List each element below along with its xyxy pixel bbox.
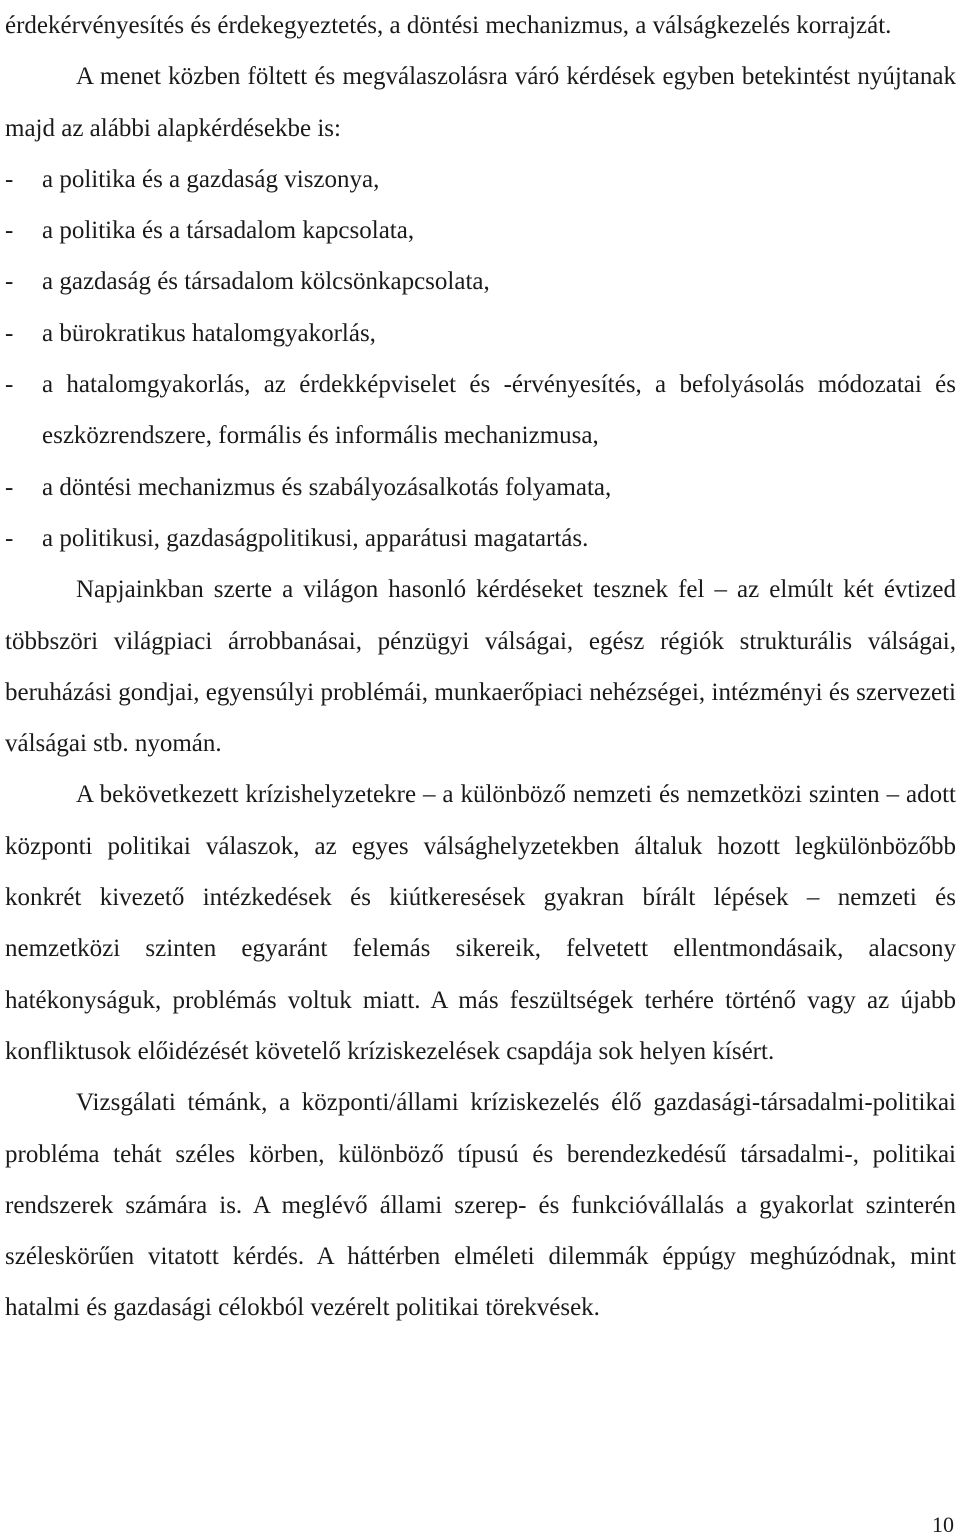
list-item	[5, 154, 956, 205]
paragraph-crisis-responses: A bekövetkezett krízishelyzetekre – a különböző nemzeti és nemzetközi szinten – adott központi politikai válaszok, az egyes válsághelyzetekben általuk hozott legkülönbözőbb konkrét kivezető intézkedések és kiútkeresések gyakran bírált lépések – nemzeti és nemzetközi szinten egyaránt felemás sikereik, felvetett ellentmondásaik, alacsony hatékonyságuk, problémás voltuk miatt. A más feszültségek terhére történő vagy az újabb konfliktusok előidézését követelő kríziskezelések csapdája sok helyen kísért.	[5, 781, 956, 1065]
list-dash: -	[5, 268, 14, 296]
list-item-text: a hatalomgyakorlás, az érdekképviselet és -érvényesítés, a befolyásolás módozatai és eszközrendszere, formális és informális mechanizmusa,	[42, 371, 956, 450]
basic-questions-list	[5, 154, 956, 564]
list-dash: -	[5, 524, 14, 552]
list-item-text: a politika és a gazdaság viszonya,	[42, 165, 380, 193]
paragraph-global-context: Napjainkban szerte a világon hasonló kérdéseket tesznek fel – az elmúlt két évtized többszöri világpiaci árrobbanásai, pénzügyi válságai, egész régiók strukturális válságai, beruházási gondjai, egyensúlyi problémái, munkaerőpiaci nehézségei, intézményi és szervezeti válságai stb. nyomán.	[5, 576, 956, 758]
paragraph-research-topic: Vizsgálati témánk, a központi/állami kríziskezelés élő gazdasági-társadalmi-politikai probléma tehát széles körben, különböző típusú és berendezkedésű társadalmi-, politikai rendszerek számára is. A meglévő állami szerep- és funkcióvállalás a gyakorlat szinterén széleskörűen vitatott kérdés. A háttérben elméleti dilemmák éppúgy meghúzódnak, mint hatalmi és gazdasági célokból vezérelt politikai törekvések.	[5, 1089, 956, 1322]
document-body	[5, 0, 956, 1334]
list-item	[5, 359, 956, 462]
list-item-text: a politika és a társadalom kapcsolata,	[42, 217, 415, 245]
list-item	[5, 462, 956, 513]
paragraph-intro-continued: érdekérvényesítés és érdekegyeztetés, a döntési mechanizmus, a válságkezelés korrajzát.	[5, 12, 892, 39]
list-dash: -	[5, 473, 14, 501]
page-number: 10	[932, 1512, 954, 1537]
list-dash: -	[5, 371, 14, 399]
list-dash: -	[5, 217, 14, 245]
list-item	[5, 205, 956, 256]
list-item	[5, 256, 956, 307]
list-item-text: a döntési mechanizmus és szabályozásalkotás folyamata,	[42, 473, 612, 501]
list-item	[5, 513, 956, 564]
list-item	[5, 308, 956, 359]
list-dash: -	[5, 165, 14, 193]
list-dash: -	[5, 319, 14, 347]
list-item-text: a bürokratikus hatalomgyakorlás,	[42, 319, 376, 347]
list-item-text: a politikusi, gazdaságpolitikusi, apparátusi magatartás.	[42, 524, 589, 552]
paragraph-questions: A menet közben föltett és megválaszolásra váró kérdések egyben betekintést nyújtanak majd az alábbi alapkérdésekbe is:	[5, 63, 956, 142]
list-item-text: a gazdaság és társadalom kölcsönkapcsolata,	[42, 268, 490, 296]
